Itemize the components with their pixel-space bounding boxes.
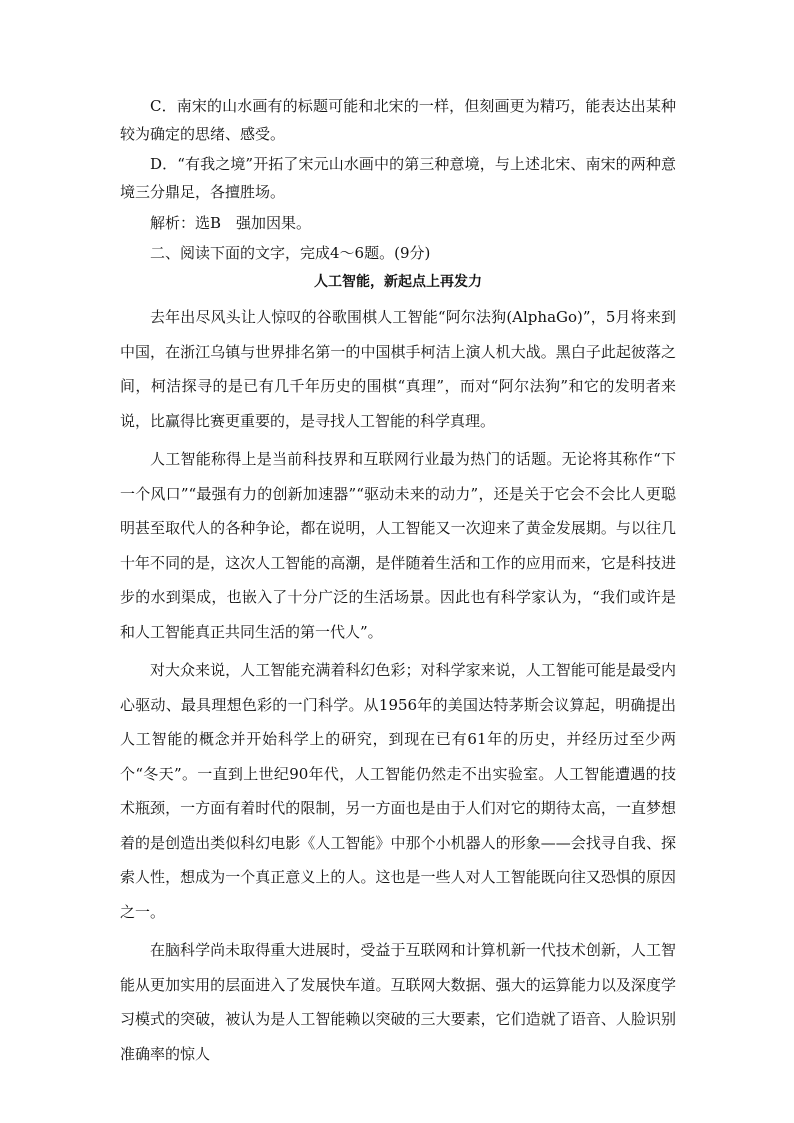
article-paragraph-3: 对大众来说，人工智能充满着科幻色彩；对科学家来说，人工智能可能是最受内心驱动、最具理想色彩的一门科学。从1956年的美国达特茅斯会议算起，明确提出人工智能的概念并开始科学上的研究，到现在已有61年的历史，并经历过至少两个“冬天”。一直到上世纪90年代，人工智能仍然走不出实验室。人工智能遭遇的技术瓶颈，一方面有着时代的限制，另一方面也是由于人们对它的期待太高，一直梦想着的是创造出类似科幻电影《人工智能》中那个小机器人的形象——会找寻自我、探索人性，想成为一个真正意义上的人。这也是一些人对人工智能既向往又恐惧的原因之一。 [120, 661, 676, 921]
document-content [120, 92, 676, 1071]
analysis-text: 解析：选B 强加因果。 [150, 214, 312, 232]
article-paragraph-1: 去年出尽风头让人惊叹的谷歌围棋人工智能“阿尔法狗(AlphaGo)”，5月将来到中国，在浙江乌镇与世界排名第一的中国棋手柯洁上演人机大战。黑白子此起彼落之间，柯洁探寻的是已有几千年历史的围棋“真理”，而对“阿尔法狗”和它的发明者来说，比赢得比赛更重要的，是寻找人工智能的科学真理。 [120, 308, 676, 430]
article-title: 人工智能，新起点上再发力 [314, 274, 482, 290]
option-d: D．“有我之境”开拓了宋元山水画中的第三种意境，与上述北宋、南宋的两种意境三分鼎足，各擅胜场。 [120, 155, 676, 201]
article-paragraph-2: 人工智能称得上是当前科技界和互联网行业最为热门的话题。无论将其称作“下一个风口”“最强有力的创新加速器”“驱动未来的动力”，还是关于它会不会比人更聪明甚至取代人的各种争论，都在说明，人工智能又一次迎来了黄金发展期。与以往几十年不同的是，这次人工智能的高潮，是伴随着生活和工作的应用而来，它是科技进步的水到渠成，也嵌入了十分广泛的生活场景。因此也有科学家认为，“我们或许是和人工智能真正共同生活的第一代人”。 [120, 450, 676, 641]
section-heading: 二、阅读下面的文字，完成4～6题。(9分) [150, 244, 431, 262]
article-paragraph-4: 在脑科学尚未取得重大进展时，受益于互联网和计算机新一代技术创新，人工智能从更加实用的层面进入了发展快车道。互联网大数据、强大的运算能力以及深度学习模式的突破，被认为是人工智能赖以突破的三大要素，它们造就了语音、人脸识别准确率的惊人 [120, 941, 676, 1063]
option-c: C．南宋的山水画有的标题可能和北宋的一样，但刻画更为精巧，能表达出某种较为确定的思绪、感受。 [120, 97, 676, 143]
